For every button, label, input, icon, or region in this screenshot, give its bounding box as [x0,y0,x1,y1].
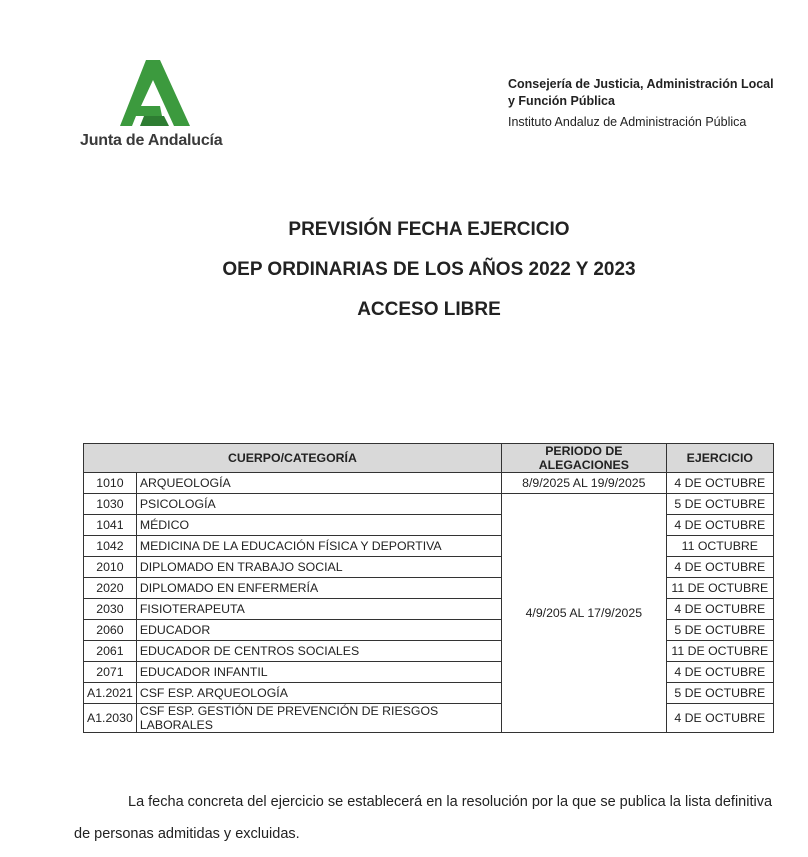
row-period-merged: 4/9/205 AL 17/9/2025 [501,494,666,733]
row-category: EDUCADOR DE CENTROS SOCIALES [136,641,501,662]
row-exercise: 11 OCTUBRE [666,536,773,557]
table-row [84,557,774,578]
row-exercise: 4 DE OCTUBRE [666,704,773,733]
row-category: CSF ESP. GESTIÓN DE PREVENCIÓN DE RIESGOS LABORALES [136,704,501,733]
footer-text: La fecha concreta del ejercicio se establecerá en la resolución por la que se publica la lista definitiva de personas admitidas y excluidas. [74,794,773,842]
table-row [84,620,774,641]
row-code: 2061 [84,641,137,662]
row-exercise: 5 DE OCTUBRE [666,494,773,515]
row-exercise: 5 DE OCTUBRE [666,683,773,704]
row-exercise: 4 DE OCTUBRE [666,515,773,536]
exam-schedule-table [83,443,774,733]
table-row [84,515,774,536]
row-code: 2010 [84,557,137,578]
row-code: 2030 [84,599,137,620]
table-row [84,494,774,515]
title-line-2: OEP ORDINARIAS DE LOS AÑOS 2022 Y 2023 [222,259,636,280]
row-code: 2060 [84,620,137,641]
row-exercise: 4 DE OCTUBRE [666,557,773,578]
row-category: EDUCADOR [136,620,501,641]
row-category: EDUCADOR INFANTIL [136,662,501,683]
row-category: FISIOTERAPEUTA [136,599,501,620]
institute-name: Instituto Andaluz de Administración Pública [508,115,747,129]
table-row [84,704,774,733]
row-code: 2020 [84,578,137,599]
row-exercise: 5 DE OCTUBRE [666,620,773,641]
row-code: 1041 [84,515,137,536]
row-exercise: 11 DE OCTUBRE [666,578,773,599]
table-row [84,662,774,683]
table-row [84,578,774,599]
row-category: ARQUEOLOGÍA [136,473,501,494]
header-category: CUERPO/CATEGORÍA [84,444,502,473]
row-category: CSF ESP. ARQUEOLOGÍA [136,683,501,704]
table-row [84,599,774,620]
junta-logo [78,60,238,155]
header-department-block [508,76,778,131]
row-category: DIPLOMADO EN TRABAJO SOCIAL [136,557,501,578]
row-exercise: 4 DE OCTUBRE [666,662,773,683]
row-exercise: 11 DE OCTUBRE [666,641,773,662]
title-line-1: PREVISIÓN FECHA EJERCICIO [288,219,570,240]
junta-logo-icon [120,60,190,126]
table-row [84,641,774,662]
row-exercise: 4 DE OCTUBRE [666,599,773,620]
table-row [84,683,774,704]
row-exercise: 4 DE OCTUBRE [666,473,773,494]
row-category: MEDICINA DE LA EDUCACIÓN FÍSICA Y DEPORTIVA [136,536,501,557]
row-period: 8/9/2025 AL 19/9/2025 [501,473,666,494]
row-category: PSICOLOGÍA [136,494,501,515]
row-code: 1010 [84,473,137,494]
row-code: 2071 [84,662,137,683]
logo-text: Junta de Andalucía [80,132,223,149]
header-period: PERIODO DE ALEGACIONES [501,444,666,473]
document-titles [0,217,808,337]
footer-note [74,786,790,850]
row-code: 1030 [84,494,137,515]
row-category: MÉDICO [136,515,501,536]
table-row [84,536,774,557]
table-header-row [84,444,774,473]
title-line-3: ACCESO LIBRE [357,299,501,320]
row-code: A1.2030 [84,704,137,733]
table-row [84,473,774,494]
header-exercise: EJERCICIO [666,444,773,473]
department-name: Consejería de Justicia, Administración Local y Función Pública [508,77,774,108]
row-code: A1.2021 [84,683,137,704]
row-category: DIPLOMADO EN ENFERMERÍA [136,578,501,599]
row-code: 1042 [84,536,137,557]
